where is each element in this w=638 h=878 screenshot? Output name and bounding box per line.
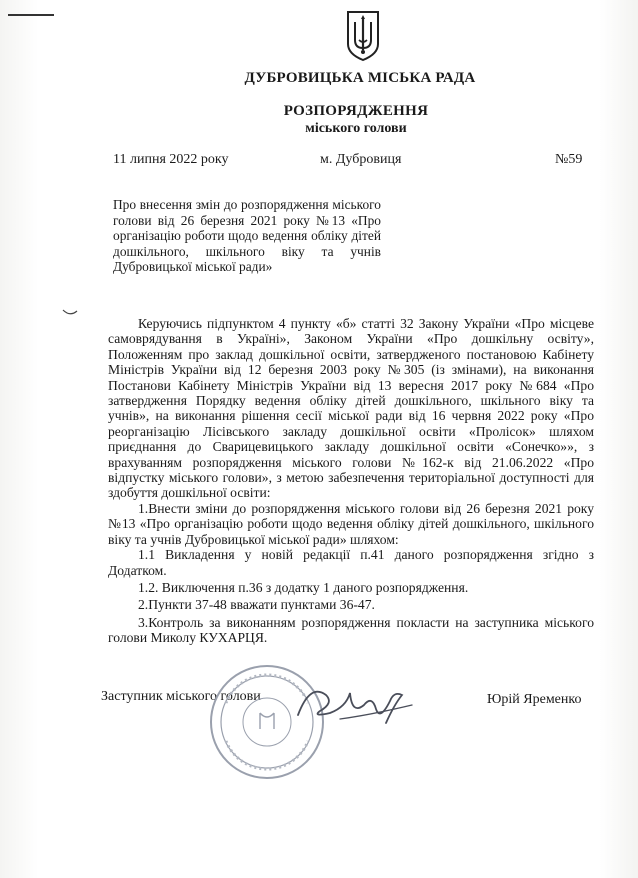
council-name: ДУБРОВИЦЬКА МІСЬКА РАДА [244,70,476,86]
scan-edge-line [8,14,54,16]
preamble-paragraph: Керуючись підпунктом 4 пункту «б» статті 32 Закону України «Про місцеве самоврядування в Україні», Законом України «Про дошкільну освіту», Положенням про заклад дошкільної освіти, затвердженого постановою Кабінету Міністрів України від 12 березня 2003 року №305 (із змінами), на виконання Постанови Кабінету Міністрів України від 13 вересня 2017 року №684 «Про затвердження Порядку ведення обліку дітей дошкільного, шкільного віку та учнів», на виконання рішення сесії міської ради від 16 червня 2022 року «Про реорганізацію Лісівського закладу дошкільної освіти «Пролісок» шляхом приєднання до Сварицевицького закладу дошкільної освіти «Сонечко»», з врахуванням розпорядження міського голови №162-к від 21.06.2022 «Про відпустку міського голови», з метою забезпечення територіальної доступності для здобуття дошкільної освіти: [108,316,594,501]
coat-of-arms-icon [345,10,381,62]
handwritten-signature-icon [290,675,420,735]
signatory-name: Юрій Яременко [487,692,582,707]
document-subtitle: міського голови [305,121,407,136]
paragraph-1-2: 1.2. Виключення п.36 з додатку 1 даного розпорядження. [138,579,469,595]
paragraph-3: 3.Контроль за виконанням розпорядження покласти на заступника міського голови Миколу КУХАРЦЯ. [108,614,594,646]
document-place: м. Дубровиця [320,152,402,167]
paragraph-1: 1.Внести зміни до розпорядження міського голови від 26 березня 2021 року №13 «Про організацію роботи щодо ведення обліку дітей дошкільного, шкільного віку та учнів Дубровицької міської ради» шляхом: [108,500,594,547]
paragraph-2: 2.Пункти 37-48 вважати пунктами 36-47. [138,597,375,613]
document-body [108,316,594,646]
document-date: 11 липня 2022 року [113,152,229,167]
document-title: РОЗПОРЯДЖЕННЯ [283,103,429,119]
pen-mark-icon [62,308,78,316]
signatory-position: Заступник міського голови [101,689,261,704]
document-subject: Про внесення змін до розпорядження міського голови від 26 березня 2021 року №13 «Про організацію роботи щодо ведення обліку дітей дошкільного, шкільного віку та учнів Дубровицької міської ради» [113,197,381,275]
document-number: №59 [555,152,583,167]
paragraph-1-1: 1.1 Викладення у новій редакції п.41 даного розпорядження згідно з Додатком. [108,547,594,578]
